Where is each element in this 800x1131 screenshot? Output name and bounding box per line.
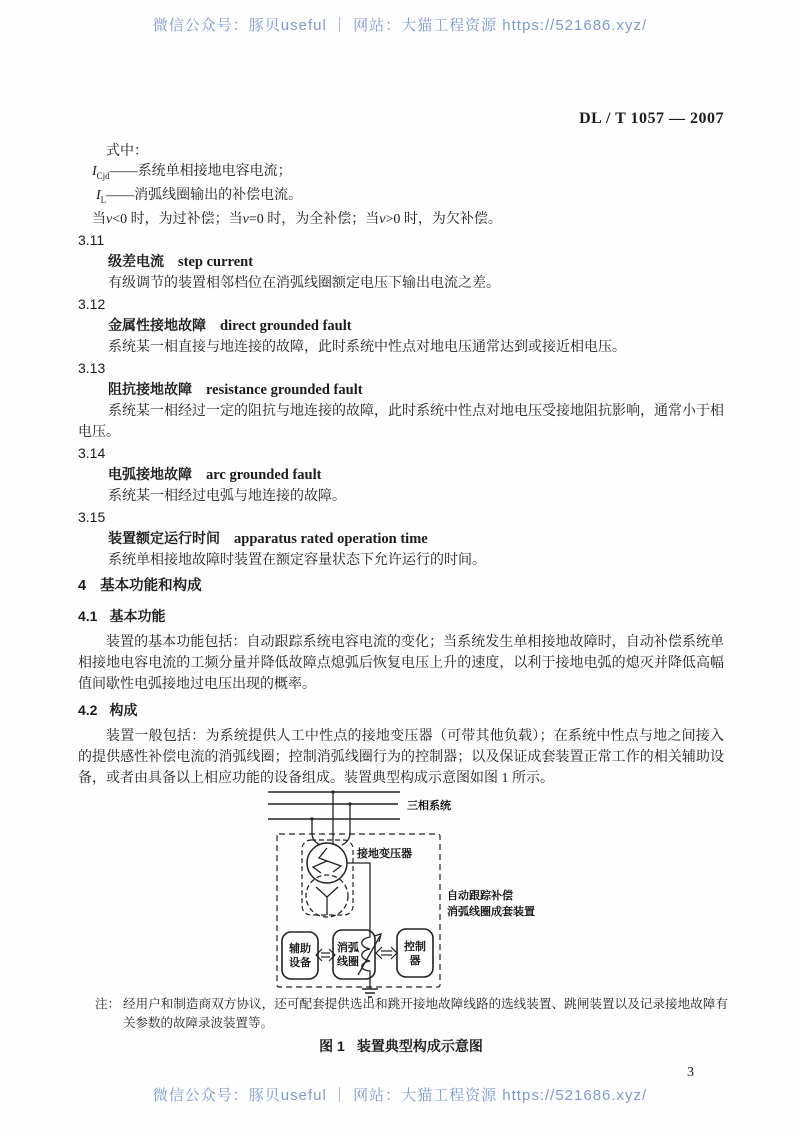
symbol-definition-il xyxy=(96,186,724,210)
text-run: =0 时，为全补偿；当 xyxy=(248,211,380,227)
term-3-15 xyxy=(78,507,724,571)
section-4-1-heading xyxy=(78,605,724,627)
figure-title: 装置典型构成示意图 xyxy=(356,1037,483,1054)
symbol-desc: ——系统单相接地电容电流； xyxy=(109,164,292,179)
controller-box xyxy=(397,929,433,977)
aux-label-line1: 辅助 xyxy=(289,942,311,955)
grounding-transformer-label: 接地变压器 xyxy=(357,847,412,860)
controller-label-line1: 控制 xyxy=(404,940,426,953)
text-run: 当 xyxy=(92,211,106,227)
term-title xyxy=(108,528,724,550)
device-label-line2: 消弧线圈成套装置 xyxy=(447,905,535,918)
device-label-line1: 自动跟踪补偿 xyxy=(447,889,513,902)
star-winding-symbol xyxy=(316,887,338,915)
term-title-zh: 级差电流 xyxy=(108,252,164,269)
term-3-13 xyxy=(78,358,724,443)
coil-label-line2: 线圈 xyxy=(337,955,359,968)
formula-legend xyxy=(78,142,724,230)
term-definition: 系统某一相直接与地连接的故障，此时系统中性点对地电压通常达到或接近相电压。 xyxy=(108,339,626,355)
text-run: <0 时，为过补偿；当 xyxy=(112,211,243,227)
note-label: 注： xyxy=(95,996,121,1011)
term-title-en: step current xyxy=(178,253,254,270)
section-4-1-paragraph: 装置的基本功能包括：自动跟踪系统电容电流的变化；当系统发生单相接地故障时，自动补偿系统单相接地电容电流的工频分量并降低故障点熄弧后恢复电压上升的速度，以利于接地电弧的熄灭并降低高幅值间歇性电弧接地过电压出现的概率。 xyxy=(78,634,724,692)
section-4-heading xyxy=(78,575,724,597)
auxiliary-equipment-box xyxy=(282,932,318,979)
term-number: 3.11 xyxy=(78,231,105,248)
term-number: 3.15 xyxy=(78,508,106,525)
term-title-en: apparatus rated operation time xyxy=(234,530,428,547)
symbol-definition-icjd xyxy=(92,162,724,186)
term-title-zh: 阻抗接地故障 xyxy=(108,380,192,397)
double-arrow-aux-coil xyxy=(316,949,335,961)
compensation-rule-line xyxy=(92,210,724,230)
term-definition: 系统单相接地故障时装置在额定容量状态下允许运行的时间。 xyxy=(108,552,486,568)
neutral-connection-line xyxy=(347,863,370,930)
figure-number: 图 1 xyxy=(319,1037,345,1054)
tap-junction-dots xyxy=(310,790,351,820)
term-title-en: arc grounded fault xyxy=(206,466,322,483)
section-4-2-heading xyxy=(78,699,724,721)
var-v: v xyxy=(106,211,113,227)
figure-caption xyxy=(78,1035,724,1057)
section-4-2-paragraph: 装置一般包括：为系统提供人工中性点的接地变压器（可带其他负载）；在系统中性点与地之间接入的提供感性补偿电流的消弧线圈；控制消弧线圈行为的控制器；以及保证成套装置正常工作的相关辅助设备，或者由具备以上相应功能的设备组成。装置典型构成示意图如图 1 所示。 xyxy=(78,728,724,786)
section-title: 基本功能 xyxy=(109,607,166,624)
section-number: 4.2 xyxy=(78,701,98,718)
term-3-11 xyxy=(78,230,724,294)
page-number: 3 xyxy=(687,1064,694,1080)
var-v: v xyxy=(242,211,249,227)
symbol-i: I xyxy=(96,187,101,203)
term-title-en: direct grounded fault xyxy=(220,317,352,334)
coil-label-line1: 消弧 xyxy=(337,941,359,954)
variable-inductor-symbol xyxy=(358,930,381,989)
term-definition: 有级调节的装置相邻档位在消弧线圈额定电压下输出电流之差。 xyxy=(108,275,500,291)
term-title xyxy=(108,464,724,486)
var-v: v xyxy=(379,211,386,227)
section-number: 4 xyxy=(78,577,87,594)
term-title xyxy=(108,315,724,337)
zigzag-winding-symbol xyxy=(313,848,341,873)
section-title: 基本功能和构成 xyxy=(100,577,202,594)
symbol-desc: ——消弧线圈输出的补偿电流。 xyxy=(106,187,303,203)
three-phase-lines xyxy=(268,792,400,819)
section-number: 4.1 xyxy=(78,607,98,624)
three-phase-label: 三相系统 xyxy=(407,799,451,812)
symbol-i: I xyxy=(92,164,97,179)
term-title-zh: 金属性接地故障 xyxy=(108,316,206,333)
subscript-l: L xyxy=(100,194,107,205)
section-title: 构成 xyxy=(109,701,138,718)
term-title-en: resistance grounded fault xyxy=(206,381,363,398)
subscript-cjd: Cjd xyxy=(96,170,110,181)
standard-number: DL / T 1057 — 2007 xyxy=(579,110,724,127)
aux-label-line2: 设备 xyxy=(289,956,311,969)
controller-label-line2: 器 xyxy=(409,954,421,967)
watermark-top: 微信公众号：豚贝useful ｜ 网站：大猫工程资源 https://521686.xyz/ xyxy=(152,17,648,34)
term-number: 3.12 xyxy=(78,295,106,312)
note-text: 经用户和制造商双方协议，还可配套提供选出和跳开接地故障线路的选线装置、跳闸装置以及记录接地故障有关参数的故障录波装置等。 xyxy=(123,996,728,1030)
term-title xyxy=(108,379,724,401)
page-content xyxy=(78,108,728,1083)
watermark-bottom: 微信公众号：豚贝useful ｜ 网站：大猫工程资源 https://521686.xyz/ xyxy=(152,1087,648,1104)
term-definition: 系统某一相经过电弧与地连接的故障。 xyxy=(108,488,346,504)
figure-note xyxy=(78,995,728,1033)
term-title-zh: 装置额定运行时间 xyxy=(108,529,220,546)
term-definition: 系统某一相经过一定的阻抗与地连接的故障，此时系统中性点对地电压受接地阻抗影响，通常小于相电压。 xyxy=(78,403,724,440)
term-number: 3.13 xyxy=(78,359,106,376)
figure-1-device-schematic xyxy=(250,789,590,999)
term-title xyxy=(108,251,724,273)
term-title-zh: 电弧接地故障 xyxy=(108,465,192,482)
term-3-12 xyxy=(78,294,724,358)
term-number: 3.14 xyxy=(78,444,106,461)
term-3-14 xyxy=(78,443,724,507)
where-label: 式中： xyxy=(106,144,148,159)
text-run: >0 时，为欠补偿。 xyxy=(385,211,502,227)
double-arrow-coil-controller xyxy=(376,947,397,959)
